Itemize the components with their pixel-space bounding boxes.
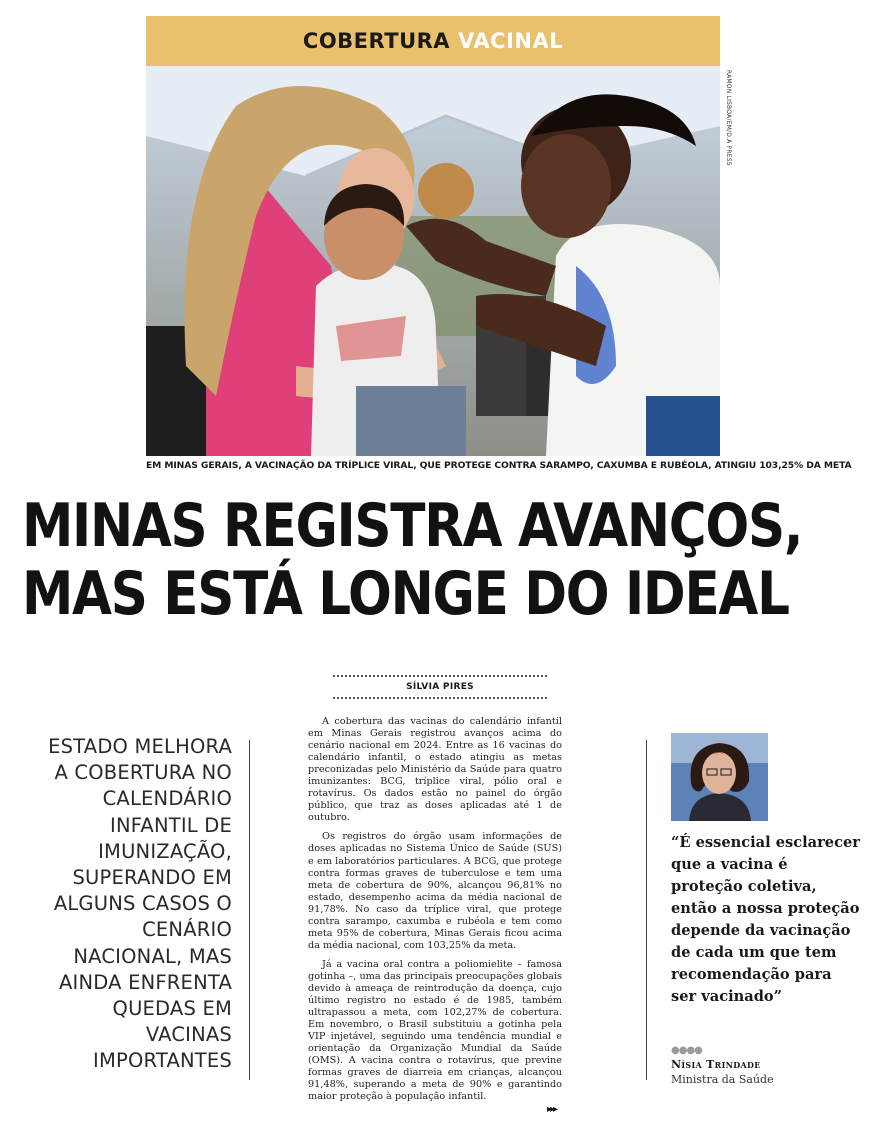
deck-line: A COBERTURA NO — [54, 761, 232, 785]
article-paragraph: Os registros do órgão usam informações de doses aplicadas no Sistema Único de Saúde (SUS) e em laboratórios particulares. A BCG, que protege contra formas graves de tuberculose e tem uma meta de cobertura de 90%, alcançou 96,81% no estado, desempenho acima da média nacional de 91,78%. No caso da tríplice viral, que protege contra sarampo, caxumba e rubéola e tem como meta 95% de cobertura, Minas Gerais ficou acima da média nacional, com 103,25% da meta. — [308, 831, 562, 951]
deck-line: NACIONAL, MAS — [73, 944, 232, 968]
headline-line1: MINAS REGISTRA AVANÇOS, — [22, 491, 803, 561]
deck-line: SUPERANDO EM — [72, 866, 232, 890]
headline — [22, 491, 803, 629]
deck-line: IMUNIZAÇÃO, — [98, 839, 232, 863]
quote-dots: ●●●● — [671, 1045, 702, 1056]
deck-line: AINDA ENFRENTA — [58, 970, 232, 994]
quote-author: Nísia Trindade — [671, 1058, 761, 1071]
headline-line2: MAS ESTÁ LONGE DO IDEAL — [22, 559, 789, 629]
deck-line: QUEDAS EM — [112, 997, 232, 1021]
section-banner-word1: COBERTURA — [302, 29, 451, 53]
column-divider-left — [249, 740, 250, 1080]
deck-line: ALGUNS CASOS O — [53, 892, 232, 916]
deck — [22, 734, 232, 1075]
article-paragraph: Já a vacina oral contra a poliomielite – famosa gotinha –, uma das principais preocupações globais devido à ameaça de reintrodução da doença, cujo último registro no estado é de 1985, também ultrapassou a meta, com 102,27% de cobertura. Em novembro, o Brasil substituiu a gotinha pela VIP injetável, seguindo uma tendência mundial e orientação da Organização Mundial da Saúde (OMS). A vacina contra o rotavírus, que previne formas graves de diarreia em crianças, alcançou 91,48%, superando a meta de 90% e garantindo maior proteção à população infantil. — [308, 958, 562, 1103]
quote-portrait — [671, 733, 768, 821]
portrait-image — [671, 733, 768, 821]
deck-line: CALENDÁRIO — [102, 787, 232, 811]
column-divider-right — [646, 740, 647, 1080]
section-banner-word2: VACINAL — [458, 29, 564, 53]
byline-block — [333, 675, 547, 699]
photo-credit: RAMON LISBOA/EM/D.A PRESS — [725, 70, 732, 166]
vaccination-photo — [146, 66, 720, 456]
deck-line: VACINAS — [145, 1023, 232, 1047]
article-paragraph: A cobertura das vacinas do calendário infantil em Minas Gerais registrou avanços acima do cenário nacional em 2024. Entre as 16 vacinas do calendário infantil, o estado atingiu as metas preconizadas pelo Ministério da Saúde para quatro imunizantes: BCG, tríplice viral, pólio oral e rotavírus. Os dados estão no painel do órgão público, que traz as doses aplicadas até 1 de outubro. — [308, 716, 562, 824]
pull-quote: “É essencial esclarecer que a vacina é proteção coletiva, então a nossa proteção depende da vacinação de cada um que tem recomendação para ser vacinado” — [671, 834, 860, 1005]
deck-line: CENÁRIO — [142, 918, 232, 942]
article-body — [308, 716, 562, 1110]
section-banner — [146, 16, 720, 66]
photo-caption: EM MINAS GERAIS, A VACINAÇÃO DA TRÍPLICE VIRAL, QUE PROTEGE CONTRA SARAMPO, CAXUMBA E RUBÉOLA, ATINGIU 103,25% DA META — [146, 460, 852, 471]
continue-marker: ▸▸▸ — [547, 1104, 557, 1115]
vaccination-photo-image — [146, 66, 720, 456]
quote-author-role: Ministra da Saúde — [671, 1073, 774, 1086]
byline-rule-bottom — [333, 697, 547, 699]
deck-line: INFANTIL DE — [110, 813, 232, 837]
deck-line: ESTADO MELHORA — [48, 735, 232, 758]
deck-line: IMPORTANTES — [93, 1049, 232, 1073]
byline: SÍLVIA PIRES — [406, 682, 474, 692]
